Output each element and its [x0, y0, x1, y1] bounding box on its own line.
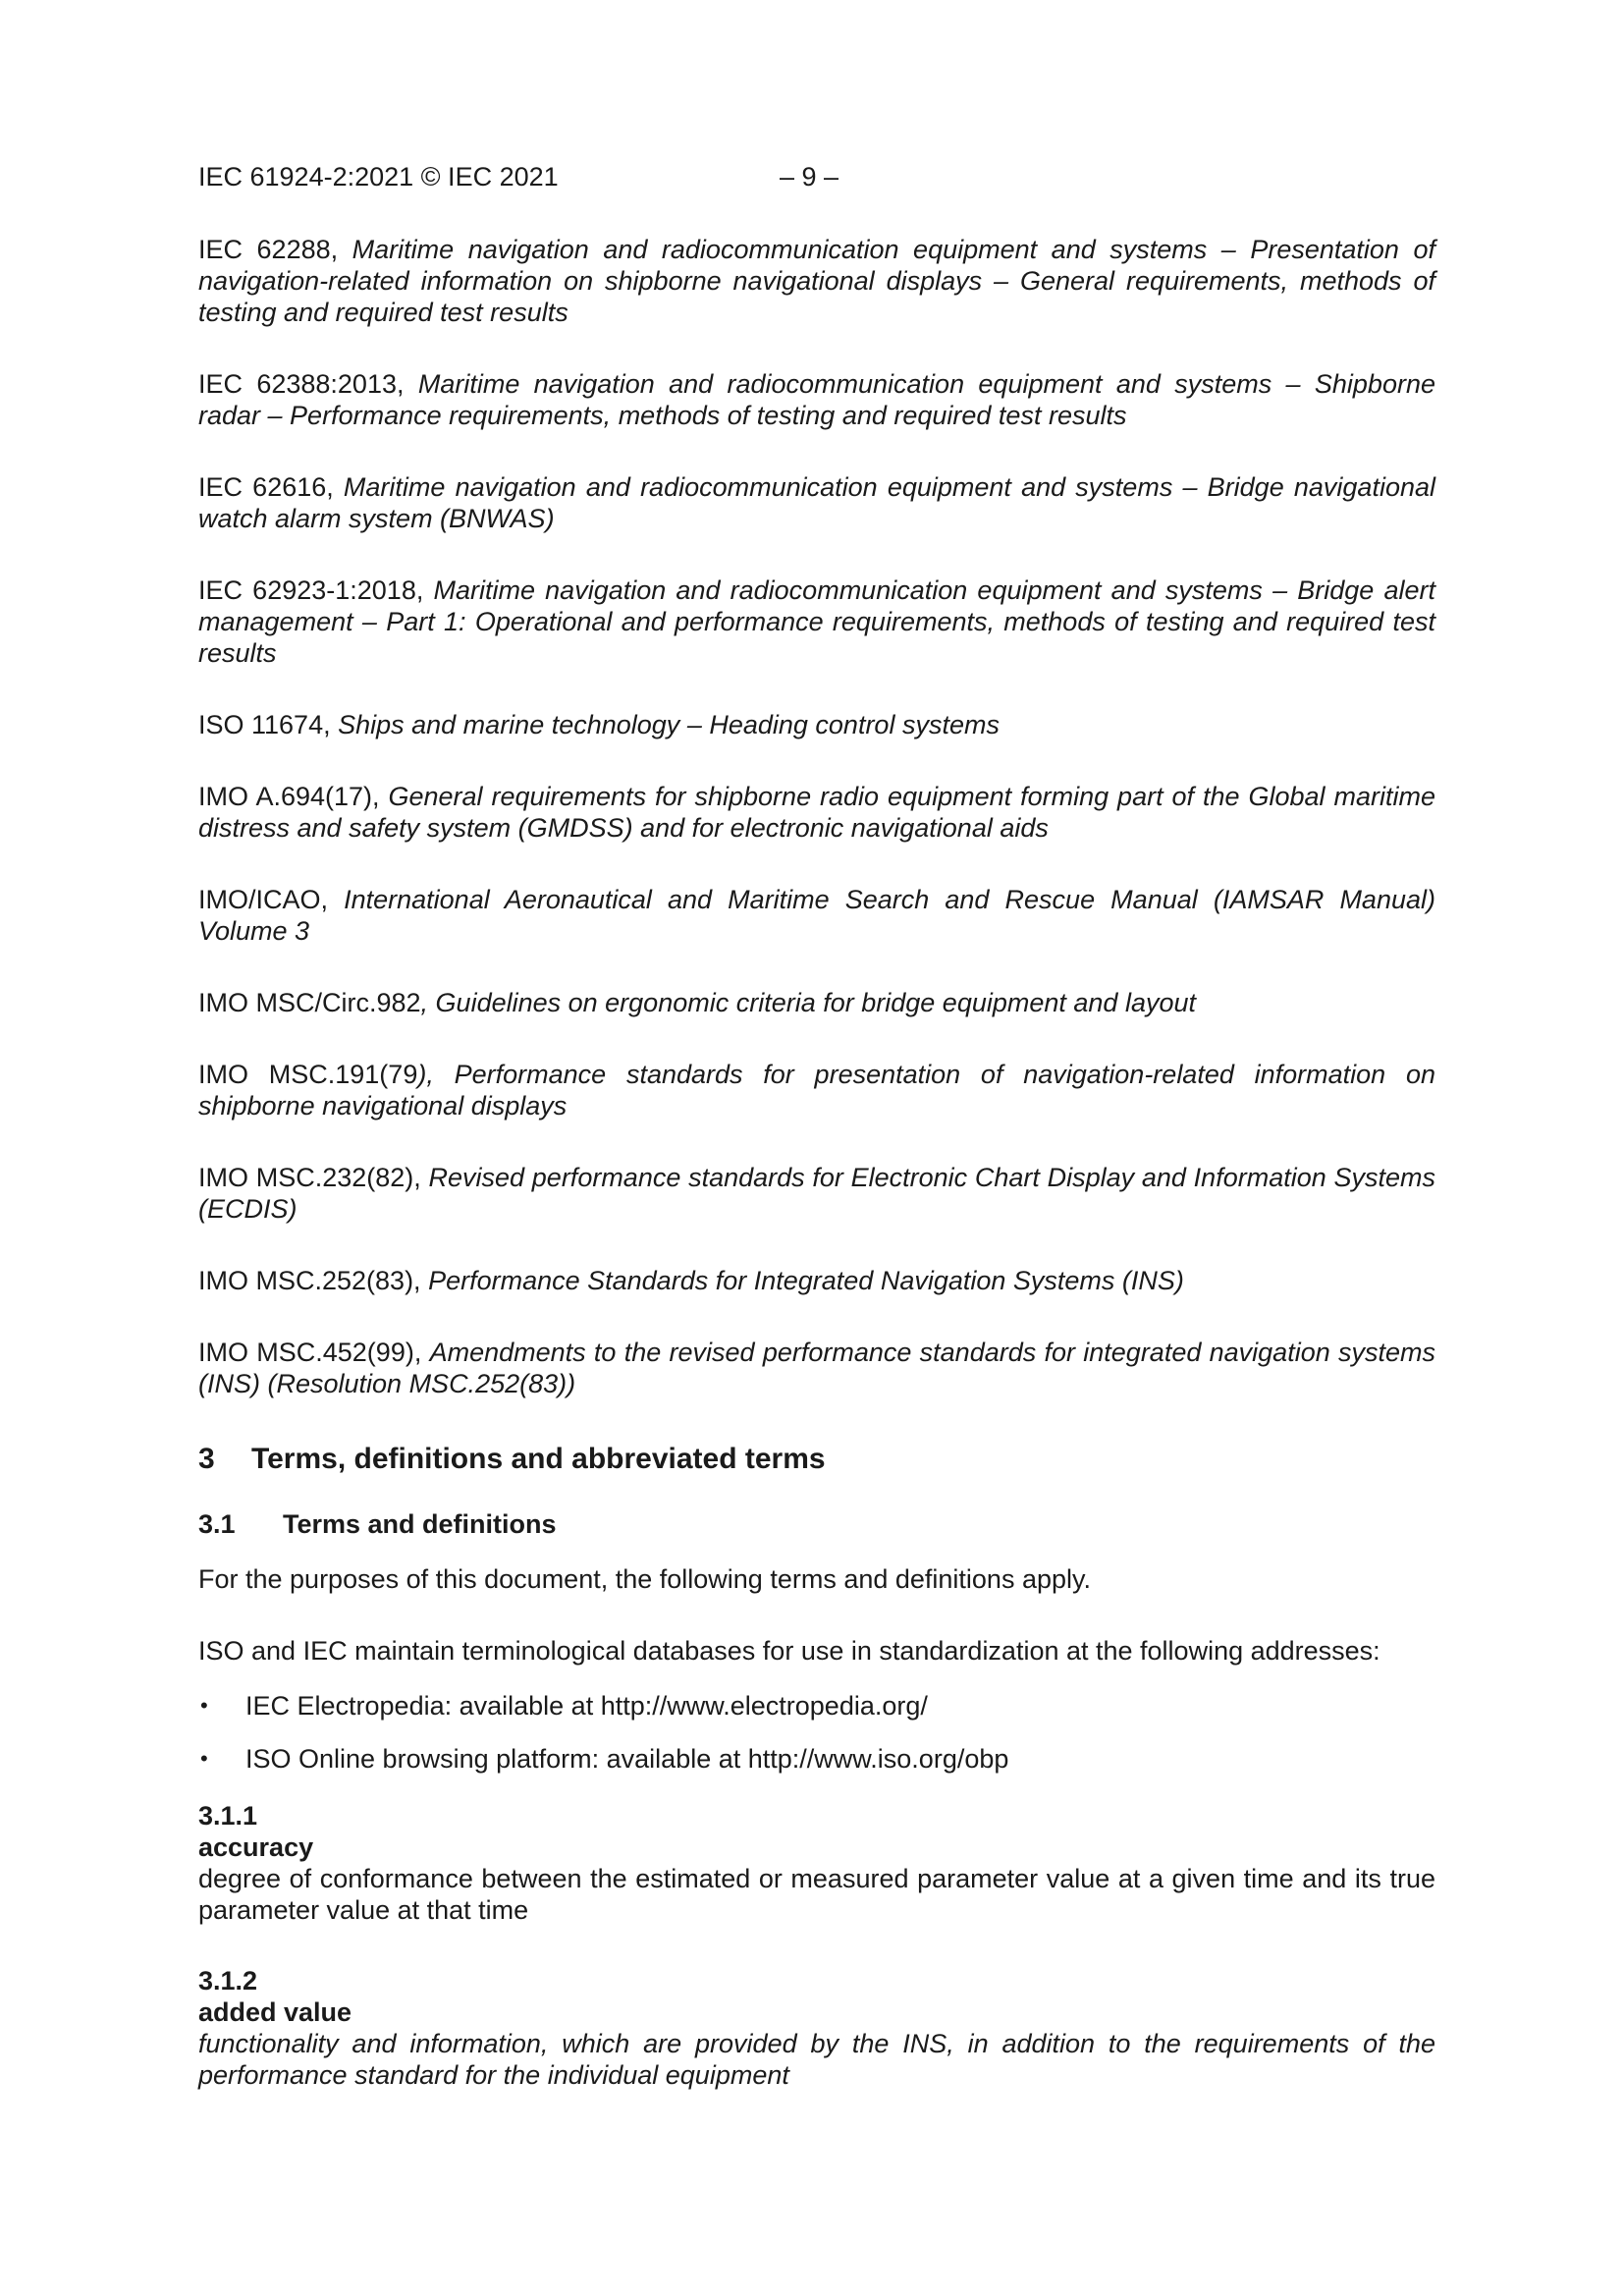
- reference-title: Revised performance standards for Electronic Chart Display and Information Systems (ECDIS): [198, 1163, 1435, 1224]
- reference-item: [198, 368, 1435, 431]
- reference-title: ), Performance standards for presentation of navigation-related information on shipborne navigational displays: [198, 1060, 1435, 1121]
- reference-item: [198, 234, 1435, 328]
- bullet-icon: •: [200, 1746, 208, 1771]
- reference-code: IMO MSC.452(99),: [198, 1338, 430, 1367]
- term-name: accuracy: [198, 1832, 314, 1862]
- reference-title: , Guidelines on ergonomic criteria for bridge equipment and layout: [420, 988, 1196, 1017]
- reference-item: [198, 1265, 1435, 1296]
- reference-code: IMO MSC.252(83),: [198, 1266, 429, 1295]
- section-title: Terms, definitions and abbreviated terms: [251, 1443, 826, 1475]
- reference-code: IEC 62388:2013,: [198, 369, 418, 399]
- reference-item: [198, 709, 1435, 740]
- reference-title: Ships and marine technology – Heading control systems: [338, 710, 1000, 739]
- reference-title: Maritime navigation and radiocommunication equipment and systems – Bridge alert management – Part 1: Operational and performance requirements, methods of testing and required test results: [198, 575, 1435, 668]
- bullet-icon: •: [200, 1693, 208, 1718]
- reference-title: International Aeronautical and Maritime Search and Rescue Manual (IAMSAR Manual) Volume 3: [198, 885, 1435, 946]
- reference-item: [198, 1162, 1435, 1225]
- subsection-number: 3.1: [198, 1509, 236, 1539]
- reference-code: IMO/ICAO,: [198, 885, 345, 914]
- electropedia-link-text[interactable]: IEC Electropedia: available at http://www.electropedia.org/: [245, 1691, 928, 1721]
- iso-obp-link-text[interactable]: ISO Online browsing platform: available at http://www.iso.org/obp: [245, 1744, 1009, 1774]
- reference-item: [198, 884, 1435, 947]
- reference-title: Amendments to the revised performance standards for integrated navigation systems (INS) (Resolution MSC.252(83)): [198, 1338, 1435, 1398]
- term-number: 3.1.2: [198, 1966, 258, 1995]
- reference-title: Maritime navigation and radiocommunication equipment and systems – Shipborne radar – Performance requirements, methods of testing and required test results: [198, 369, 1435, 430]
- reference-code: IMO MSC/Circ.982: [198, 988, 421, 1017]
- reference-item: [198, 781, 1435, 844]
- page-number: – 9 –: [780, 162, 839, 191]
- term-entry: [198, 1800, 1435, 1926]
- reference-title: General requirements for shipborne radio equipment forming part of the Global maritime distress and safety system (GMDSS) and for electronic navigational aids: [198, 782, 1435, 843]
- reference-code: IMO MSC.191(79: [198, 1060, 418, 1089]
- reference-title: Maritime navigation and radiocommunication equipment and systems – Presentation of navigation-related information on shipborne navigational displays – General requirements, methods of testing and required test results: [198, 235, 1435, 327]
- databases-paragraph: ISO and IEC maintain terminological databases for use in standardization at the following addresses:: [198, 1636, 1380, 1666]
- document-id: IEC 61924-2:2021 © IEC 2021: [198, 162, 559, 191]
- intro-paragraph: For the purposes of this document, the following terms and definitions apply.: [198, 1564, 1091, 1594]
- reference-item: [198, 987, 1435, 1018]
- term-number: 3.1.1: [198, 1801, 258, 1831]
- subsection-heading: [198, 1506, 1435, 1542]
- term-definition: functionality and information, which are provided by the INS, in addition to the requirements of the performance standard for the individual equipment: [198, 2029, 1435, 2090]
- terminology-databases-list: [198, 1690, 1435, 1775]
- term-definition: degree of conformance between the estimated or measured parameter value at a given time and its true parameter value at that time: [198, 1864, 1435, 1925]
- reference-code: IEC 62288,: [198, 235, 352, 264]
- section-heading: [198, 1440, 1435, 1479]
- reference-code: IMO MSC.232(82),: [198, 1163, 429, 1192]
- reference-item: [198, 1059, 1435, 1121]
- list-item: [198, 1743, 1435, 1775]
- subsection-title: Terms and definitions: [283, 1509, 557, 1539]
- reference-title: Maritime navigation and radiocommunication equipment and systems – Bridge navigational watch alarm system (BNWAS): [198, 472, 1435, 533]
- reference-item: [198, 471, 1435, 534]
- document-page: [198, 157, 1435, 2091]
- page-header: [198, 157, 1435, 196]
- term-name: added value: [198, 1997, 352, 2027]
- list-item: [198, 1690, 1435, 1722]
- reference-code: IMO A.694(17),: [198, 782, 389, 811]
- reference-title: Performance Standards for Integrated Navigation Systems (INS): [428, 1266, 1184, 1295]
- reference-code: ISO 11674,: [198, 710, 339, 739]
- reference-item: [198, 1337, 1435, 1399]
- reference-code: IEC 62923-1:2018,: [198, 575, 434, 605]
- normative-references-list: [198, 234, 1435, 1399]
- reference-code: IEC 62616,: [198, 472, 344, 502]
- section-number: 3: [198, 1443, 215, 1475]
- reference-item: [198, 574, 1435, 669]
- term-entry: [198, 1965, 1435, 2091]
